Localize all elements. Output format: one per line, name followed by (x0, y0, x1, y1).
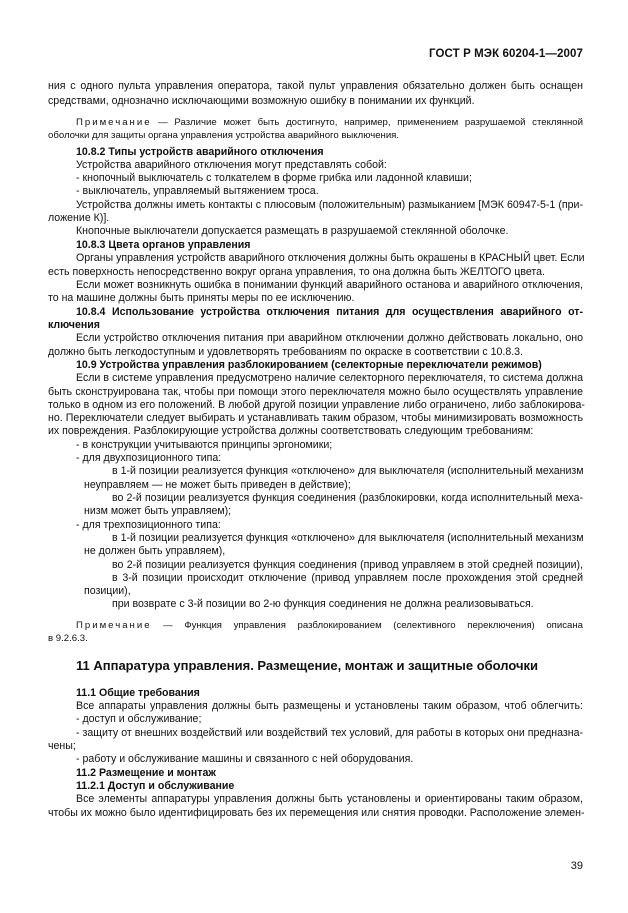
note-line: оболочки для защиты органа управления устройства аварийного выключения. (48, 130, 400, 141)
list-item: - для трехпозиционного типа: (76, 519, 221, 531)
list-item: - работу и обслуживание машины и связанного с ней оборудования. (76, 753, 414, 765)
text-line: Все аппараты управления должны быть размещены и установлены таким образом, чтоб облегчить: (76, 700, 583, 712)
text-line: не должен быть управляем), (84, 545, 226, 557)
section-heading-10-8-4-cont: ключения (48, 319, 100, 331)
text-line: Устройства аварийного отключения могут представлять собой: (76, 159, 387, 171)
text-line: Все элементы аппаратуры управления должны быть установлены и ориентированы таким образом, (76, 793, 583, 805)
section-heading-10-9: 10.9 Устройства управления разблокированием (селекторные переключатели режимов) (76, 359, 542, 371)
text-line: но. Переключатели следует выбирать и устанавливать таким образом, чтобы минимизировать возможность (48, 412, 583, 424)
text-line: в 1-й позиции реализуется функция «отключено» для выключателя (исполнительный механизм (112, 465, 584, 477)
note-label: Примечание (76, 117, 152, 128)
page-number: 39 (570, 860, 583, 872)
text-line: их повреждения. Разблокирующие устройства должны соответствовать следующим требованиям: (48, 425, 534, 437)
text-line: быть сконструирована так, чтобы при помощи этого переключателя можно было осуществлять управление (48, 386, 583, 398)
text-line: Устройства должны иметь контакты с плюсовым (положительным) размыканием [МЭК 60947-5-1 (при- (76, 199, 583, 211)
text-line: во 2-й позиции реализуется функция соединения (привод управляем в этой средней позиции), (112, 559, 583, 571)
text-line: Кнопочные выключатели допускается размещать в разрушаемой стеклянной оболочке. (76, 225, 509, 237)
text-line: Если устройство отключения питания при аварийном отключении должно действовать локально, оно (76, 332, 583, 344)
list-item: - выключатель, управляемый вытяжением троса. (76, 185, 319, 197)
text-line: в 3-й позиции происходит отключение (привод управляем после прохождения этой средней (112, 572, 583, 584)
section-heading-10-8-4: 10.8.4 Использование устройства отключения питания для осуществления аварийного от- (76, 306, 583, 318)
text-line: Органы управления устройств аварийного отключения должны быть окрашены в КРАСНЫЙ цвет. Если (76, 252, 585, 264)
section-heading-11-2: 11.2 Размещение и монтаж (76, 767, 216, 779)
text-line: во 2-й позиции реализуется функция соединения (разблокировки, когда исполнительный меха- (112, 492, 583, 504)
text-line: Если в системе управления предусмотрено наличие селекторного переключателя, то система должна (76, 372, 583, 384)
note-text: — Различие может быть достигнуто, например, применением разрушаемой стеклянной (151, 117, 583, 128)
text-line: то на машине должны быть приняты меры по ее исключению. (48, 292, 355, 304)
text-line: низм может быть управляем); (84, 505, 232, 517)
note-line (76, 116, 583, 129)
text-line: при возврате с 3-й позиции во 2-ю функция соединения не должна реализовываться. (112, 598, 534, 610)
text-line: позиции), (84, 585, 131, 597)
note-text: — Функция управления разблокированием (селективного переключения) описана (151, 620, 583, 631)
note-line (76, 619, 583, 632)
text-line: ложение К)]. (48, 212, 110, 224)
text-line: Если может возникнуть ошибка в понимании функций аварийного останова и аварийного отключения, (76, 279, 583, 291)
list-item: - кнопочный выключатель с толкателем в форме грибка или ладонной клавиши; (76, 172, 472, 184)
text-line: есть поверхность непосредственно вокруг органа управления, то она должна быть ЖЕЛТОГО цвета. (48, 266, 545, 278)
note-label: Примечание (76, 620, 152, 631)
text-line: средствами, однозначно исключающими возможную ошибку в понимании их функций. (48, 95, 475, 107)
list-item: - защиту от внешних воздействий или воздействий тех условий, для работы в которых они предназна- (76, 727, 583, 739)
text-line: чтобы их можно было идентифицировать без их перемещения или снятия проводки. Расположение элемен- (48, 807, 585, 819)
text-line: в 1-й позиции реализуется функция «отключено» для выключателя (исполнительный механизм (112, 532, 584, 544)
text-line: должно быть легкодоступным и удовлетворять требованиям по окраске в соответствии с 10.8.3. (48, 346, 524, 358)
chapter-heading-11: 11 Аппаратура управления. Размещение, монтаж и защитные оболочки (76, 658, 539, 673)
list-item: - для двухпозиционного типа: (76, 452, 222, 464)
text-line: только в одном из его положений. В любой другой позиции управление либо ограничено, либо заблокирова- (48, 399, 585, 411)
section-heading-11-2-1: 11.2.1 Доступ и обслуживание (76, 780, 235, 792)
page-header: ГОСТ Р МЭК 60204-1—2007 (429, 48, 583, 60)
note-line: в 9.2.6.3. (48, 633, 88, 644)
text-line: неуправляем — не может быть приведен в действие); (84, 479, 351, 491)
list-item: - в конструкции учитываются принципы эргономики; (76, 439, 333, 451)
section-heading-10-8-2: 10.8.2 Типы устройств аварийного отключения (76, 146, 324, 158)
text-line: ния с одного пульта управления оператора, такой пульт управления обязательно должен быть оснащен (48, 80, 583, 92)
list-item: - доступ и обслуживание; (76, 713, 202, 725)
section-heading-11-1: 11.1 Общие требования (76, 687, 200, 699)
text-line: чены; (48, 740, 76, 752)
section-heading-10-8-3: 10.8.3 Цвета органов управления (76, 239, 251, 251)
